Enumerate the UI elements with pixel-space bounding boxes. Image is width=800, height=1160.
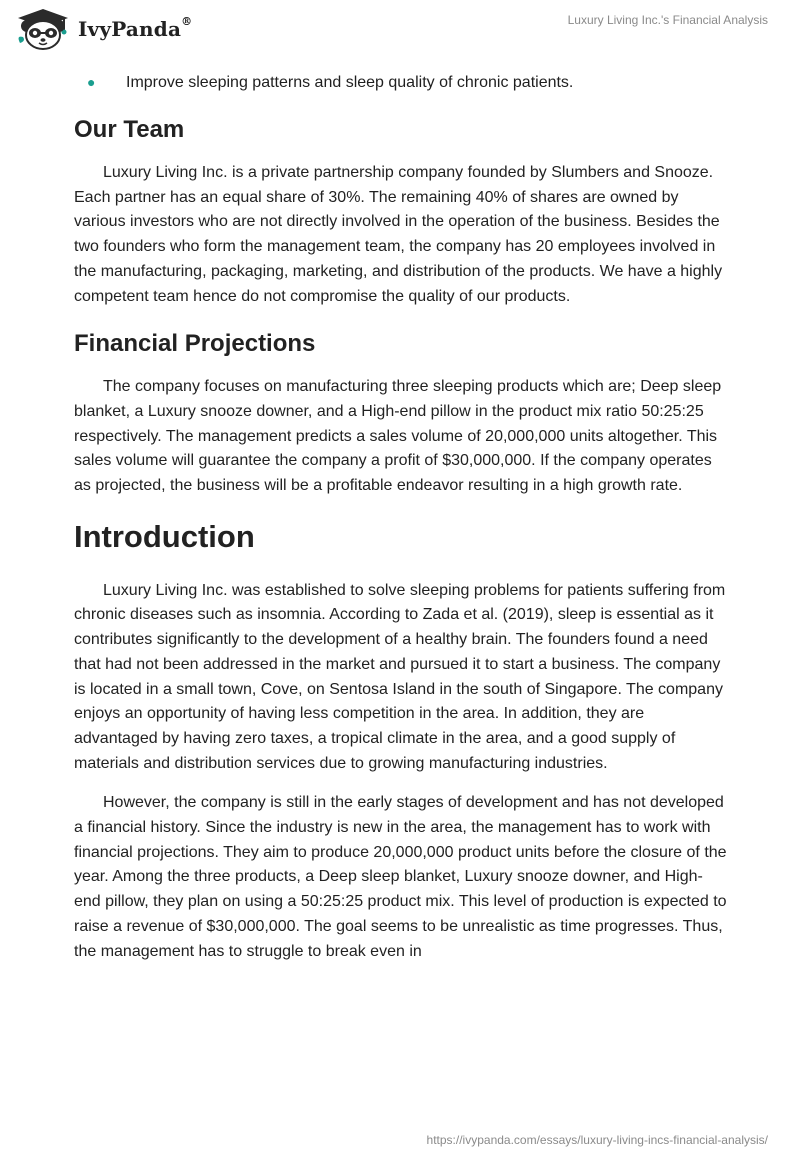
bullet-icon: ● xyxy=(87,74,96,90)
logo[interactable] xyxy=(14,7,192,51)
financial-paragraph: The company focuses on manufacturing three sleeping products which are; Deep sleep blanket, a Luxury snooze downer, and a High-end pillow in the product mix ratio 50:25:25 respectively. The management predicts a sales volume of 20,000,000 units altogether. This sales volume will guarantee the company a profit of $30,000,000. If the company operates as projected, the business will be a profitable endeavor resulting in a high growth rate. xyxy=(74,378,722,495)
team-paragraph: Luxury Living Inc. is a private partnership company founded by Slumbers and Snooze. Each partner has an equal share of 30%. The remaining 40% of shares are owned by various investors who are not directly involved in the operation of the business. Besides the two founders who form the management team, the company has 20 employees involved in the manufacturing, packaging, marketing, and distribution of the products. We have a highly competent team hence do not compromise the quality of our products. xyxy=(74,164,723,305)
section-heading-financial-projections: Financial Projections xyxy=(74,330,316,358)
panda-graduate-icon xyxy=(14,7,72,51)
article-body xyxy=(74,70,728,979)
list-item-text: Improve sleeping patterns and sleep quality of chronic patients. xyxy=(126,74,574,91)
page-header xyxy=(0,0,800,60)
intro-paragraph-1: Luxury Living Inc. was established to solve sleeping problems for patients suffering from chronic diseases such as insomnia. According to Zada et al. (2019), sleep is essential as it contributes significantly to the development of a healthy brain. The founders found a need that had not been addressed in the market and pursued it to start a business. The company is located in a small town, Cove, on Sentosa Island in the south of Singapore. The company enjoys an opportunity of having less competition in the area. In addition, they are advantaged by having zero taxes, a tropical climate in the area, and a good supply of materials and distribution services due to growing manufacturing industries. xyxy=(74,581,726,772)
logo-text: IvyPanda® xyxy=(78,15,193,41)
section-heading-introduction: Introduction xyxy=(74,518,255,554)
intro-paragraph-2: However, the company is still in the early stages of development and has not developed a financial history. Since the industry is new in the area, the management has to work with financial projections. They aim to produce 20,000,000 product units before the closure of the year. Among the three products, a Deep sleep blanket, Luxury snooze downer, and High-end pillow, they plan on using a 50:25:25 product mix. This level of production is expected to raise a revenue of $30,000,000. The goal seems to be unrealistic as time progresses. Thus, the management has to struggle to break even in xyxy=(74,794,727,960)
source-url-link[interactable]: https://ivypanda.com/essays/luxury-living-incs-financial-analysis/ xyxy=(426,1133,768,1147)
section-heading-our-team: Our Team xyxy=(74,116,185,143)
list-item xyxy=(74,70,728,95)
document-title: Luxury Living Inc.'s Financial Analysis xyxy=(567,13,768,27)
